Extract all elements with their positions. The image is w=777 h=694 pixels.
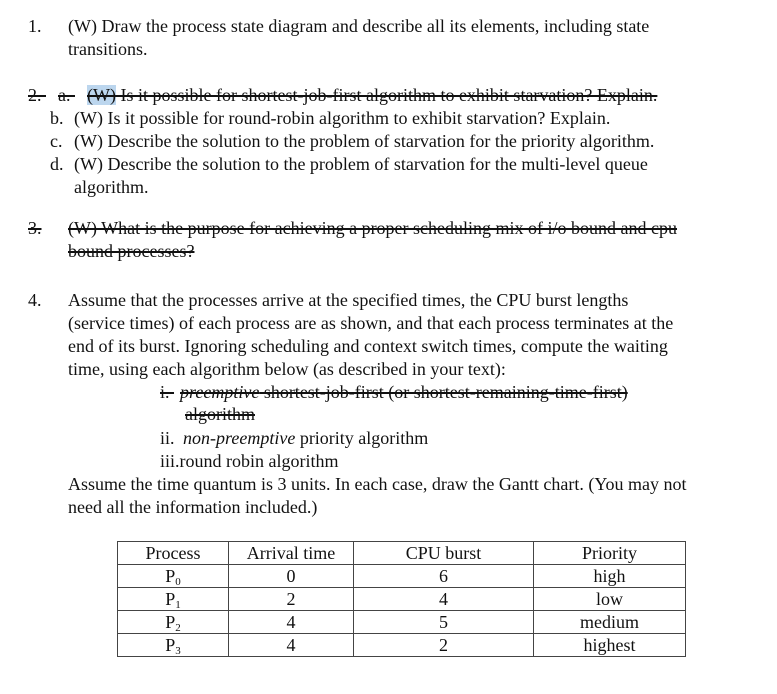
q4-i-text2: algorithm	[185, 404, 255, 424]
q4-number: 4.	[28, 290, 42, 310]
cell-arrival: 4	[229, 611, 354, 634]
q4-after: Assume the time quantum is 3 units. In each case, draw the Gantt chart. (You may not	[68, 474, 687, 494]
q3-number: 3.	[28, 218, 42, 238]
table-row	[118, 565, 686, 588]
q1-text: (W) Draw the process state diagram and describe all its elements, including state	[68, 16, 650, 36]
q2a-label: a.	[58, 85, 71, 105]
q2d-text: algorithm.	[74, 177, 149, 197]
q4-iii-text: round robin algorithm	[179, 451, 339, 471]
cell-arrival: 2	[229, 588, 354, 611]
q4-text: (service times) of each process are as shown, and that each process terminates at the	[68, 313, 674, 333]
q4-iii	[160, 450, 339, 472]
cell-process: $P_2$	[118, 611, 229, 634]
process-table	[117, 541, 686, 657]
q4-i	[160, 381, 628, 403]
header-arrival: Arrival time	[229, 542, 354, 565]
q2a-text: Is it possible for shortest-job-first algorithm to exhibit starvation? Explain.	[115, 85, 658, 105]
cell-priority: high	[534, 565, 686, 588]
q1-text: transitions.	[68, 39, 148, 59]
q2c-text: (W) Describe the solution to the problem of starvation for the priority algorithm.	[74, 131, 655, 151]
q4-text: Assume that the processes arrive at the specified times, the CPU burst lengths	[68, 290, 629, 310]
q2b-label: b.	[50, 108, 64, 128]
table-header-row	[118, 542, 686, 565]
q4-ii-text: priority algorithm	[295, 428, 429, 448]
table-row	[118, 588, 686, 611]
q4-ii	[160, 427, 428, 449]
cell-priority: highest	[534, 634, 686, 657]
q4-i-em: preemptive	[180, 382, 260, 402]
q2b-text: (W) Is it possible for round-robin algorithm to exhibit starvation? Explain.	[74, 108, 611, 128]
q2-number: 2.	[28, 85, 42, 105]
q2d-label: d.	[50, 154, 64, 174]
table-row	[118, 634, 686, 657]
q4-i-label: i.	[160, 382, 170, 402]
cell-priority: low	[534, 588, 686, 611]
q3-text: (W) What is the purpose for achieving a proper scheduling mix of i/o bound and cpu	[68, 218, 678, 238]
q4-iii-label: iii.	[160, 451, 180, 471]
cell-burst: 4	[354, 588, 534, 611]
q4-i-text: shortest-job-first (or shortest-remaining-time-first)	[259, 382, 628, 402]
q4-after: need all the information included.)	[68, 497, 318, 517]
cell-priority: medium	[534, 611, 686, 634]
cell-arrival: 0	[229, 565, 354, 588]
cell-burst: 6	[354, 565, 534, 588]
q4-ii-em: non-preemptive	[183, 428, 296, 448]
header-burst: CPU burst	[354, 542, 534, 565]
cell-process: $P_3$	[118, 634, 229, 657]
cell-process: $P_1$	[118, 588, 229, 611]
header-process: Process	[118, 542, 229, 565]
q2c-label: c.	[50, 131, 63, 151]
table-row	[118, 611, 686, 634]
cell-arrival: 4	[229, 634, 354, 657]
q4-text: end of its burst. Ignoring scheduling and context switch times, compute the waiting	[68, 336, 668, 356]
q2d-text: (W) Describe the solution to the problem of starvation for the multi-level queue	[74, 154, 648, 174]
q2a-tag: (W)	[87, 85, 116, 105]
cell-burst: 5	[354, 611, 534, 634]
q4-text: time, using each algorithm below (as described in your text):	[68, 359, 506, 379]
header-priority: Priority	[534, 542, 686, 565]
cell-burst: 2	[354, 634, 534, 657]
q2a	[28, 84, 657, 106]
q1-number: 1.	[28, 16, 42, 36]
cell-process: $P_0$	[118, 565, 229, 588]
q4-ii-label: ii.	[160, 428, 175, 448]
q3-text: bound processes?	[68, 241, 195, 261]
